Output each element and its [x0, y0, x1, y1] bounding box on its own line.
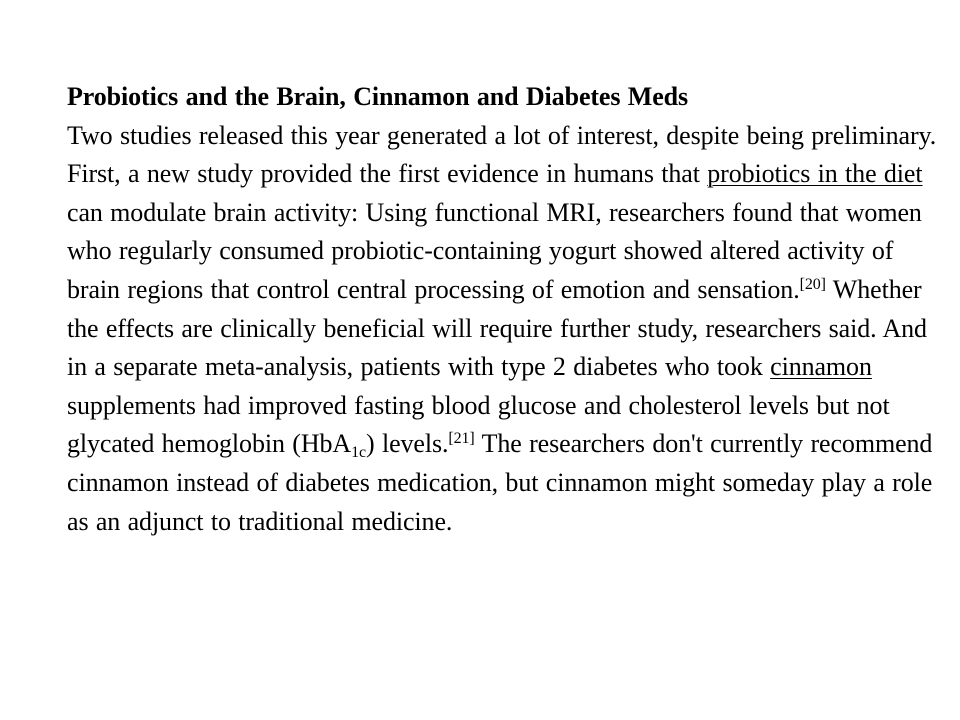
article-text — [67, 78, 937, 541]
cinnamon-link[interactable]: cinnamon — [770, 352, 872, 382]
article-heading: Probiotics and the Brain, Cinnamon and Diabetes Meds — [67, 82, 689, 111]
reference-21: [21] — [448, 430, 475, 448]
main-lead-text: First, a new study provided the first evidence in humans that — [67, 159, 708, 189]
probiotics-link[interactable]: probiotics in the diet — [707, 159, 923, 189]
main-text-2: Whether the effects are clinically beneficial will require further study, researchers said. And in a separate meta-analysis, patients with type 2 diabetes who took — [67, 274, 927, 382]
main-text-tail: The researchers don't currently recommend cinnamon instead of diabetes medication, but cinnamon might someday play a role as an adjunct to traditional medicine. — [67, 429, 933, 536]
main-text-3: supplements had improved fasting blood glucose and cholesterol levels but not glycated hemoglobin (HbA — [67, 390, 890, 459]
reference-20: [20] — [799, 275, 826, 293]
hba1c-subscript: 1c — [351, 444, 366, 462]
intro-paragraph: Two studies released this year generated a lot of interest, despite being preliminary. — [67, 120, 937, 150]
main-text-1: can modulate brain activity: Using functional MRI, researchers found that women who regularly consumed probiotic-containing yogurt showed altered activity of brain regions that control central processing of emotion and sensation. — [67, 197, 922, 304]
main-paragraph — [67, 155, 937, 541]
main-text-4: ) levels. — [366, 429, 449, 459]
